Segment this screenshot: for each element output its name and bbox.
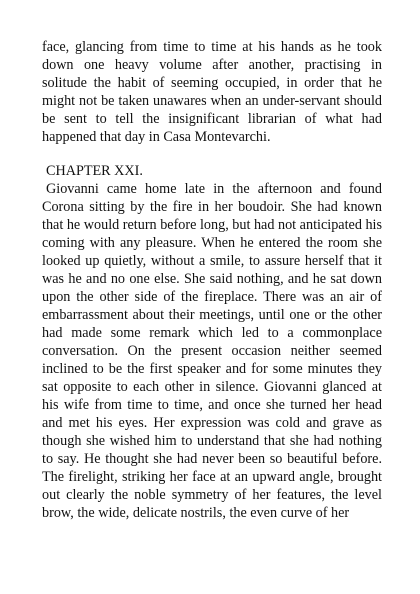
chapter-paragraph: Giovanni came home late in the afternoon and found Corona sitting by the fire in her boudoir. She had known that he would return before long, but had not anticipated his coming with any pleasure. When he entered the room she looked up quietly, without a smile, to assure herself that it was he and no one else. She said nothing, and he sat down upon the other side of the fireplace. There was an air of embarrassment about their meetings, until one or the other had made some remark which led to a commonplace conversation. On the present occasion neither seemed inclined to be the first speaker and for some minutes they sat opposite to each other in silence. Giovanni glanced at his wife from time to time, and once she turned her head and met his eyes. Her expression was cold and grave as though she wished him to understand that she had nothing to say. He thought she had never been so beautiful before. The firelight, striking her face at an upward angle, brought out clearly the noble symmetry of her features, the level brow, the wide, delicate nostrils, the even curve of her xyxy=(42,181,383,521)
page-text xyxy=(42,38,382,522)
continued-paragraph: face, glancing from time to time at his hands as he took down one heavy volume after another, practising in solitude the habit of seeming occupied, in order that he might not be taken unawares when an under-servant should be sent to tell the insignificant librarian of what had happened that day in Casa Montevarchi. xyxy=(42,39,382,145)
chapter-heading: CHAPTER XXI. xyxy=(46,163,143,179)
